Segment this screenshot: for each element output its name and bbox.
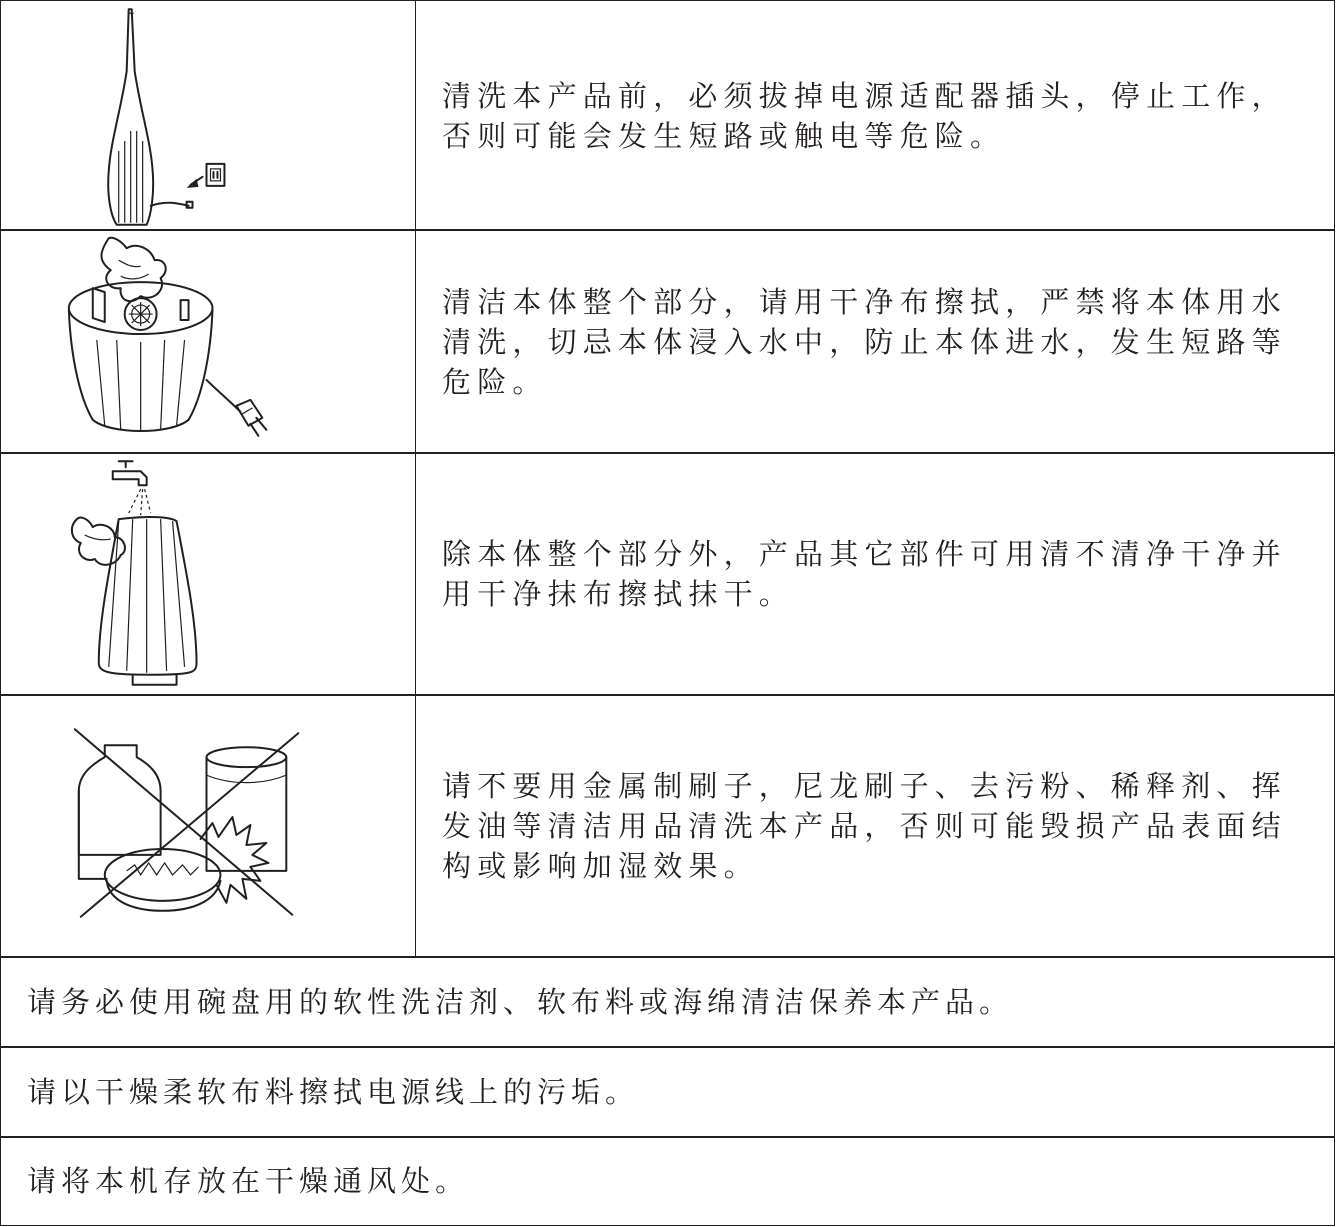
instruction-row-wipe-base [0, 229, 1335, 454]
rinse-shell-under-tap-icon [1, 453, 415, 695]
no-harsh-cleaners-instruction-text: 请不要用金属制刷子，尼龙刷子、去污粉、稀释剂、挥发油等清洁用品清洗本产品，否则可能毁损产品表面结构或影响加湿效果。 [442, 769, 1287, 883]
wipe-base-illustration-cell [1, 230, 416, 453]
instruction-row-unplug [0, 0, 1335, 231]
wipe-base-with-cloth-icon [1, 230, 415, 453]
note-power-cord-text: 请以干燥柔软布料擦拭电源线上的污垢。 [27, 1075, 640, 1109]
unplug-adapter-illustration-cell [1, 1, 416, 230]
unplug-instruction-cell [416, 1, 1334, 230]
rinse-shell-instruction-cell [416, 453, 1334, 695]
no-harsh-cleaners-illustration-cell [1, 695, 416, 957]
rinse-shell-instruction-text: 除本体整个部分外，产品其它部件可用清不清净干净并用干净抹布擦拭抹干。 [442, 537, 1287, 611]
wipe-base-instruction-cell [416, 230, 1334, 453]
unplug-instruction-text: 清洗本产品前，必须拔掉电源适配器插头，停止工作，否则可能会发生短路或触电等危险。 [442, 78, 1287, 153]
no-harsh-cleaners-instruction-cell [416, 695, 1334, 957]
unplug-adapter-icon [1, 1, 415, 230]
instruction-row-no-harsh-cleaners [0, 694, 1335, 958]
note-storage-text: 请将本机存放在干燥通风处。 [27, 1164, 470, 1198]
note-row-power-cord [0, 1046, 1335, 1138]
instruction-row-rinse-shell [0, 452, 1335, 696]
note-row-mild-detergent [0, 956, 1335, 1048]
note-mild-detergent-text: 请务必使用碗盘用的软性洗洁剂、软布料或海绵清洁保养本产品。 [27, 985, 1014, 1019]
no-harsh-cleaners-icon [1, 695, 415, 957]
rinse-shell-illustration-cell [1, 453, 416, 695]
note-row-storage [0, 1136, 1335, 1226]
wipe-base-instruction-text: 清洁本体整个部分，请用干净布擦拭，严禁将本体用水清洗，切忌本体浸入水中，防止本体进水，发生短路等危险。 [442, 284, 1287, 399]
